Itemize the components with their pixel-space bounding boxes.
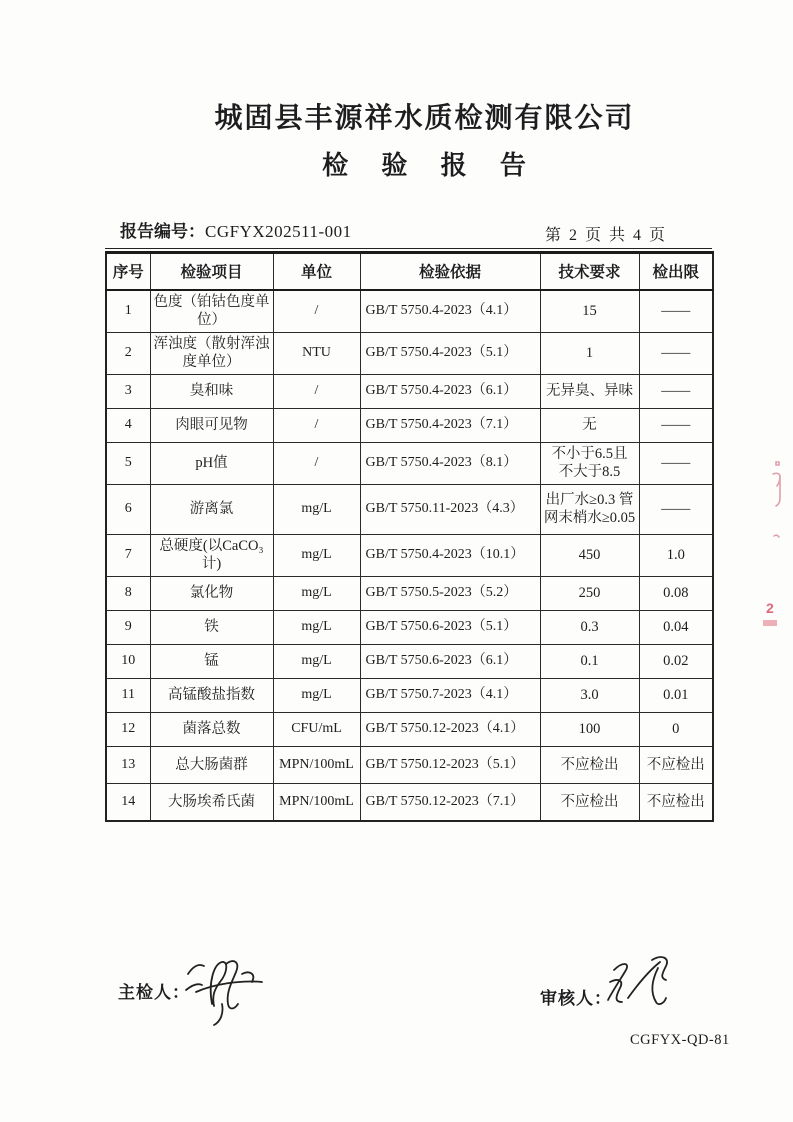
table-cell: 臭和味 bbox=[150, 374, 273, 408]
table-row bbox=[106, 610, 713, 644]
red-smudge-mark bbox=[763, 620, 777, 626]
table-row bbox=[106, 678, 713, 712]
table-cell: 铁 bbox=[150, 610, 273, 644]
table-cell: —— bbox=[639, 290, 713, 333]
table-cell: 0.3 bbox=[540, 610, 639, 644]
table-cell: 无 bbox=[540, 408, 639, 442]
table-cell: / bbox=[273, 374, 360, 408]
table-cell: —— bbox=[639, 374, 713, 408]
table-cell: 0.04 bbox=[639, 610, 713, 644]
table-cell: mg/L bbox=[273, 678, 360, 712]
table-cell: 10 bbox=[106, 644, 150, 678]
page-indicator: 第 2 页 共 4 页 bbox=[545, 227, 668, 244]
table-cell: GB/T 5750.12-2023（4.1） bbox=[360, 712, 540, 746]
table-cell: 11 bbox=[106, 678, 150, 712]
table-cell: / bbox=[273, 290, 360, 333]
table-cell: 不小于6.5且 不大于8.5 bbox=[540, 442, 639, 484]
table-cell: GB/T 5750.4-2023（5.1） bbox=[360, 332, 540, 374]
table-row bbox=[106, 484, 713, 534]
table-cell: 100 bbox=[540, 712, 639, 746]
table-cell: 0.02 bbox=[639, 644, 713, 678]
table-cell: 15 bbox=[540, 290, 639, 333]
column-header: 检出限 bbox=[639, 253, 713, 290]
table-cell: GB/T 5750.5-2023（5.2） bbox=[360, 576, 540, 610]
table-cell: 2 bbox=[106, 332, 150, 374]
table-row bbox=[106, 644, 713, 678]
table-cell: 不应检出 bbox=[639, 783, 713, 821]
table-cell: 无异臭、异味 bbox=[540, 374, 639, 408]
table-cell: —— bbox=[639, 408, 713, 442]
table-cell: 13 bbox=[106, 746, 150, 783]
column-header: 检验项目 bbox=[150, 253, 273, 290]
inspection-table-wrap bbox=[105, 248, 712, 822]
table-row bbox=[106, 746, 713, 783]
table-cell: 锰 bbox=[150, 644, 273, 678]
red-stamp-fragment bbox=[768, 458, 786, 548]
table-cell: 不应检出 bbox=[540, 746, 639, 783]
inspector-signature bbox=[178, 952, 270, 1028]
table-cell: —— bbox=[639, 484, 713, 534]
table-cell: GB/T 5750.12-2023（5.1） bbox=[360, 746, 540, 783]
table-cell: 12 bbox=[106, 712, 150, 746]
table-cell: 0.1 bbox=[540, 644, 639, 678]
column-header: 序号 bbox=[106, 253, 150, 290]
red-page-number-mark: 2 bbox=[766, 600, 774, 616]
document-code: CGFYX-QD-81 bbox=[630, 1032, 730, 1048]
table-row bbox=[106, 374, 713, 408]
table-cell: 7 bbox=[106, 534, 150, 576]
table-cell: pH值 bbox=[150, 442, 273, 484]
table-cell: 0.08 bbox=[639, 576, 713, 610]
table-cell: CFU/mL bbox=[273, 712, 360, 746]
table-cell: GB/T 5750.7-2023（4.1） bbox=[360, 678, 540, 712]
table-cell: 0 bbox=[639, 712, 713, 746]
table-cell: / bbox=[273, 408, 360, 442]
report-number-value: CGFYX202511-001 bbox=[205, 222, 352, 241]
table-cell: 色度（铂钴色度单位） bbox=[150, 290, 273, 333]
table-cell: 不应检出 bbox=[639, 746, 713, 783]
table-cell: 不应检出 bbox=[540, 783, 639, 821]
table-cell: 1.0 bbox=[639, 534, 713, 576]
table-cell: GB/T 5750.4-2023（4.1） bbox=[360, 290, 540, 333]
table-cell: GB/T 5750.12-2023（7.1） bbox=[360, 783, 540, 821]
table-cell: 450 bbox=[540, 534, 639, 576]
column-header: 单位 bbox=[273, 253, 360, 290]
table-cell: GB/T 5750.4-2023（10.1） bbox=[360, 534, 540, 576]
table-row bbox=[106, 408, 713, 442]
reviewer-label: 审核人： bbox=[540, 989, 612, 1008]
table-cell: 氯化物 bbox=[150, 576, 273, 610]
table-cell: 大肠埃希氏菌 bbox=[150, 783, 273, 821]
inspection-table bbox=[105, 251, 714, 822]
table-cell: 出厂水≥0.3 管网末梢水≥0.05 bbox=[540, 484, 639, 534]
table-cell: 浑浊度（散射浑浊度单位） bbox=[150, 332, 273, 374]
table-cell: 1 bbox=[540, 332, 639, 374]
inspector-label: 主检人： bbox=[118, 983, 190, 1002]
table-cell: mg/L bbox=[273, 534, 360, 576]
table-cell: —— bbox=[639, 332, 713, 374]
table-cell: 4 bbox=[106, 408, 150, 442]
table-cell: GB/T 5750.4-2023（7.1） bbox=[360, 408, 540, 442]
table-cell: GB/T 5750.4-2023（6.1） bbox=[360, 374, 540, 408]
table-cell: 菌落总数 bbox=[150, 712, 273, 746]
table-cell: 总大肠菌群 bbox=[150, 746, 273, 783]
table-body bbox=[106, 290, 713, 822]
table-cell: 0.01 bbox=[639, 678, 713, 712]
report-number-label: 报告编号： bbox=[120, 222, 205, 241]
table-cell: GB/T 5750.6-2023（5.1） bbox=[360, 610, 540, 644]
company-title: 城固县丰源祥水质检测有限公司 bbox=[214, 102, 635, 133]
table-cell: mg/L bbox=[273, 576, 360, 610]
table-row bbox=[106, 783, 713, 821]
table-cell: 250 bbox=[540, 576, 639, 610]
column-header: 技术要求 bbox=[540, 253, 639, 290]
table-cell: 1 bbox=[106, 290, 150, 333]
table-cell: 3 bbox=[106, 374, 150, 408]
table-row bbox=[106, 712, 713, 746]
table-cell: 14 bbox=[106, 783, 150, 821]
table-cell: MPN/100mL bbox=[273, 783, 360, 821]
table-cell: 总硬度(以CaCO₃计) bbox=[150, 534, 273, 576]
table-cell: mg/L bbox=[273, 484, 360, 534]
table-cell: 6 bbox=[106, 484, 150, 534]
table-cell: GB/T 5750.4-2023（8.1） bbox=[360, 442, 540, 484]
table-cell: —— bbox=[639, 442, 713, 484]
table-cell: 游离氯 bbox=[150, 484, 273, 534]
table-cell: 9 bbox=[106, 610, 150, 644]
table-cell: 3.0 bbox=[540, 678, 639, 712]
table-cell: 高锰酸盐指数 bbox=[150, 678, 273, 712]
table-row bbox=[106, 442, 713, 484]
table-row bbox=[106, 332, 713, 374]
table-cell: 8 bbox=[106, 576, 150, 610]
table-header-row bbox=[106, 253, 713, 290]
table-cell: NTU bbox=[273, 332, 360, 374]
table-cell: 肉眼可见物 bbox=[150, 408, 273, 442]
report-title: 检 验 报 告 bbox=[322, 150, 539, 180]
table-cell: GB/T 5750.6-2023（6.1） bbox=[360, 644, 540, 678]
table-cell: MPN/100mL bbox=[273, 746, 360, 783]
table-cell: / bbox=[273, 442, 360, 484]
table-cell: mg/L bbox=[273, 610, 360, 644]
table-cell: mg/L bbox=[273, 644, 360, 678]
table-row bbox=[106, 290, 713, 333]
table-cell: 5 bbox=[106, 442, 150, 484]
table-row bbox=[106, 576, 713, 610]
column-header: 检验依据 bbox=[360, 253, 540, 290]
reviewer-signature bbox=[600, 950, 686, 1016]
table-row bbox=[106, 534, 713, 576]
table-cell: GB/T 5750.11-2023（4.3） bbox=[360, 484, 540, 534]
